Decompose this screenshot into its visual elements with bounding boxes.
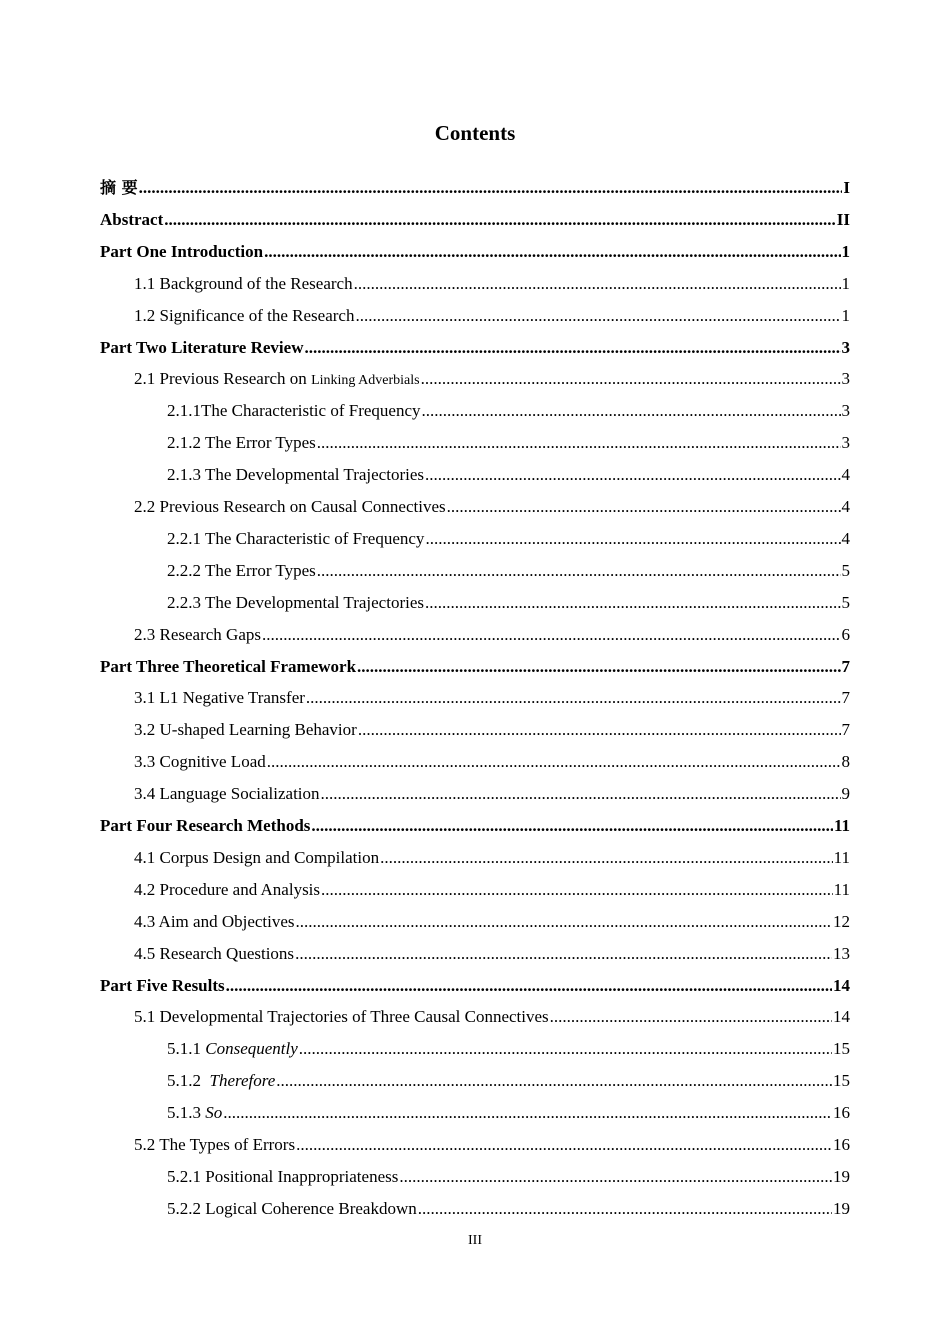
page-number: III [468,1233,482,1248]
toc-entry[interactable] [167,1098,850,1128]
toc-entry[interactable] [167,396,850,426]
toc-entry[interactable] [167,460,850,490]
toc-entry[interactable] [134,747,850,777]
toc-entry-title: 4.1 Corpus Design and Compilation [134,848,380,867]
toc-entry-page-number: 7 [841,720,850,739]
toc-entry-page-number: 5 [841,561,850,580]
toc-entry-title: 4.2 Procedure and Analysis [134,880,321,899]
toc-entry-page-number: 16 [833,1103,850,1122]
toc-entry-page-number: I [843,178,850,197]
toc-entry-title: Part One Introduction [100,242,264,261]
toc-entry-title-italic: So [205,1103,223,1122]
toc-entry-label [167,1034,298,1064]
dot-leader [321,875,833,905]
toc-entry-page-number: 7 [841,657,850,676]
toc-entry[interactable] [134,875,850,905]
toc-entry-page-number: 1 [841,242,850,261]
toc-entry-page-number: 8 [841,752,850,771]
toc-entry[interactable] [134,907,850,937]
dot-leader [550,1002,832,1032]
dot-leader [223,1098,832,1128]
dot-leader [321,779,841,809]
toc-entry-page-number: 14 [833,976,850,995]
toc-entry-label [100,333,303,363]
toc-entry-label [100,173,138,203]
toc-entry-label [134,492,446,522]
dot-leader [421,364,841,394]
toc-entry-title: 2.2.3 The Developmental Trajectories [167,593,424,612]
toc-entry-label [134,1130,295,1160]
page-title: Contents [434,121,516,145]
toc-entry-label [100,811,310,841]
toc-entry-title: 4.3 Aim and Objectives [134,912,295,931]
toc-entry-title: 2.3 Research Gaps [134,625,261,644]
toc-entry[interactable] [134,1002,850,1032]
toc-entry-page-number: 19 [833,1167,850,1186]
toc-entry[interactable] [167,1034,850,1064]
toc-entry-page-number: 3 [841,401,850,420]
toc-entry-page-number: 7 [841,688,850,707]
dot-leader [306,683,841,713]
toc-entry-title: Part Three Theoretical Framework [100,657,357,676]
dot-leader [299,1034,832,1064]
toc-entry[interactable] [167,588,850,618]
toc-entry-title: 2.1.2 The Error Types [167,433,316,452]
toc-entry[interactable] [134,364,850,394]
toc-entry[interactable] [167,1066,850,1096]
toc-entry-label [167,396,421,426]
toc-entry[interactable] [134,1130,850,1160]
toc-entry-title: 3.4 Language Socialization [134,784,320,803]
toc-entry[interactable] [100,237,850,267]
toc-entry-label [134,747,266,777]
toc-entry-label [100,971,225,1001]
toc-entry-label [167,1098,222,1128]
toc-entry-page-number: 3 [841,433,850,452]
toc-entry-title-italic: Consequently [205,1039,298,1058]
dot-leader [226,971,832,1001]
toc-entry[interactable] [134,269,850,299]
toc-entry-title: 2.2.1 The Characteristic of Frequency [167,529,425,548]
toc-entry[interactable] [167,1194,850,1224]
toc-entry-label [167,460,424,490]
toc-entry-page-number: 4 [841,465,850,484]
dot-leader [264,237,840,267]
toc-entry-label [134,620,261,650]
dot-leader [304,333,840,363]
toc-entry-page-number: 4 [841,497,850,516]
dot-leader [317,556,841,586]
dot-leader [358,715,841,745]
toc-entry-page-number: 11 [833,816,850,835]
toc-entry-page-number: 13 [833,944,850,963]
toc-entry-title: 5.2.2 Logical Coherence Breakdown [167,1199,417,1218]
dot-leader [267,747,841,777]
toc-entry-label [167,524,424,554]
toc-entry-page-number: 1 [841,306,850,325]
dot-leader [418,1194,832,1224]
toc-entry-title: 5.1 Developmental Trajectories of Three Causal Connectives [134,1007,549,1026]
toc-entry-title: 2.1.3 The Developmental Trajectories [167,465,424,484]
toc-entry[interactable] [134,301,850,331]
toc-entry-label [167,556,316,586]
toc-entry[interactable] [134,939,850,969]
toc-entry-page-number: 3 [841,338,850,357]
dot-leader [425,460,841,490]
toc-entry[interactable] [100,811,850,841]
toc-entry-title: Part Five Results [100,976,225,995]
dot-leader [399,1162,832,1192]
toc-entry-title: 3.1 L1 Negative Transfer [134,688,305,707]
toc-entry-page-number: 11 [833,848,850,867]
toc-entry-page-number: 9 [841,784,850,803]
dot-leader [355,301,840,331]
toc-entry-title: Part Four Research Methods [100,816,311,835]
toc-entry-title: Abstract [100,210,164,229]
toc-entry[interactable] [100,333,850,363]
toc-entry-label [167,588,424,618]
toc-entry-number: 5.1.3 [167,1103,206,1122]
toc-entry-title-italic: Therefore [209,1071,276,1090]
toc-entry-label [134,875,320,905]
dot-leader [311,811,833,841]
dot-leader [276,1066,832,1096]
dot-leader [447,492,841,522]
toc-entry-title-small: Linking Adverbials [311,373,420,388]
toc-entry-title: 1.1 Background of the Research [134,274,353,293]
toc-entry-page-number: 16 [833,1135,850,1154]
dot-leader [296,907,832,937]
toc-entry[interactable] [167,556,850,586]
toc-entry-page-number: 15 [833,1039,850,1058]
dot-leader [164,205,836,235]
toc-entry-label [134,843,379,873]
toc-entry-title: 2.2 Previous Research on Causal Connectives [134,497,446,516]
toc-entry-label [167,1162,398,1192]
toc-entry[interactable] [100,652,850,682]
dot-leader [380,843,833,873]
toc-entry-page-number: 1 [841,274,850,293]
dot-leader [422,396,841,426]
toc-entry-page-number: 15 [833,1071,850,1090]
toc-entry-label [134,1002,549,1032]
toc-entry-label [100,237,263,267]
toc-entry-page-number: II [836,210,850,229]
toc-entry-title: 5.2 The Types of Errors [134,1135,296,1154]
dot-leader [262,620,841,650]
dot-leader [425,524,840,554]
toc-entry[interactable] [100,205,850,235]
toc-entry-page-number: 14 [833,1007,850,1026]
toc-entry-label [134,301,354,331]
toc-entry-title: 摘 要 [100,178,138,197]
dot-leader [357,652,840,682]
toc-entry-number: 5.1.2 [167,1071,210,1090]
toc-entry-label [100,652,356,682]
toc-entry[interactable] [167,524,850,554]
dot-leader [354,269,841,299]
toc-entry-page-number: 4 [841,529,850,548]
toc-entry[interactable] [134,779,850,809]
toc-entry-page-number: 3 [841,369,850,388]
dot-leader [295,939,832,969]
toc-entry[interactable] [134,715,850,745]
toc-entry-label [167,428,316,458]
dot-leader [317,428,841,458]
toc-entry-title: 3.2 U-shaped Learning Behavior [134,720,357,739]
toc-entry-label [134,364,420,394]
toc-entry[interactable] [167,428,850,458]
toc-entry-title: Part Two Literature Review [100,338,304,357]
toc-entry-label [100,205,163,235]
toc-entry-label [167,1066,275,1096]
toc-entry-page-number: 19 [833,1199,850,1218]
toc-entry[interactable] [134,843,850,873]
toc-entry-label [167,1194,417,1224]
toc-entry-label [134,939,294,969]
toc-entry-page-number: 5 [841,593,850,612]
toc-entry-page-number: 6 [841,625,850,644]
toc-entry-label [134,907,295,937]
dot-leader [296,1130,832,1160]
toc-entry-label [134,715,357,745]
toc-entry-label [134,269,353,299]
toc-entry-title: 2.1.1The Characteristic of Frequency [167,401,421,420]
toc-entry[interactable] [100,971,850,1001]
toc-entry[interactable] [134,683,850,713]
toc-entry-number: 5.1.1 [167,1039,206,1058]
toc-entry-title: 5.2.1 Positional Inappropriateness [167,1167,399,1186]
dot-leader [425,588,841,618]
toc-entry-title: 1.2 Significance of the Research [134,306,355,325]
toc-entry[interactable] [134,492,850,522]
toc-entry-page-number: 12 [833,912,850,931]
toc-entry[interactable] [100,173,850,203]
toc-entry-title: 4.5 Research Questions [134,944,295,963]
toc-entry-title: 3.3 Cognitive Load [134,752,266,771]
toc-entry-label [134,683,305,713]
dot-leader [139,173,843,203]
toc-entry[interactable] [167,1162,850,1192]
toc-entry-page-number: 11 [833,880,850,899]
toc-entry-label [134,779,320,809]
toc-entry-title: 2.2.2 The Error Types [167,561,316,580]
toc-entry-title: 2.1 Previous Research on [134,369,312,388]
toc-entry[interactable] [134,620,850,650]
